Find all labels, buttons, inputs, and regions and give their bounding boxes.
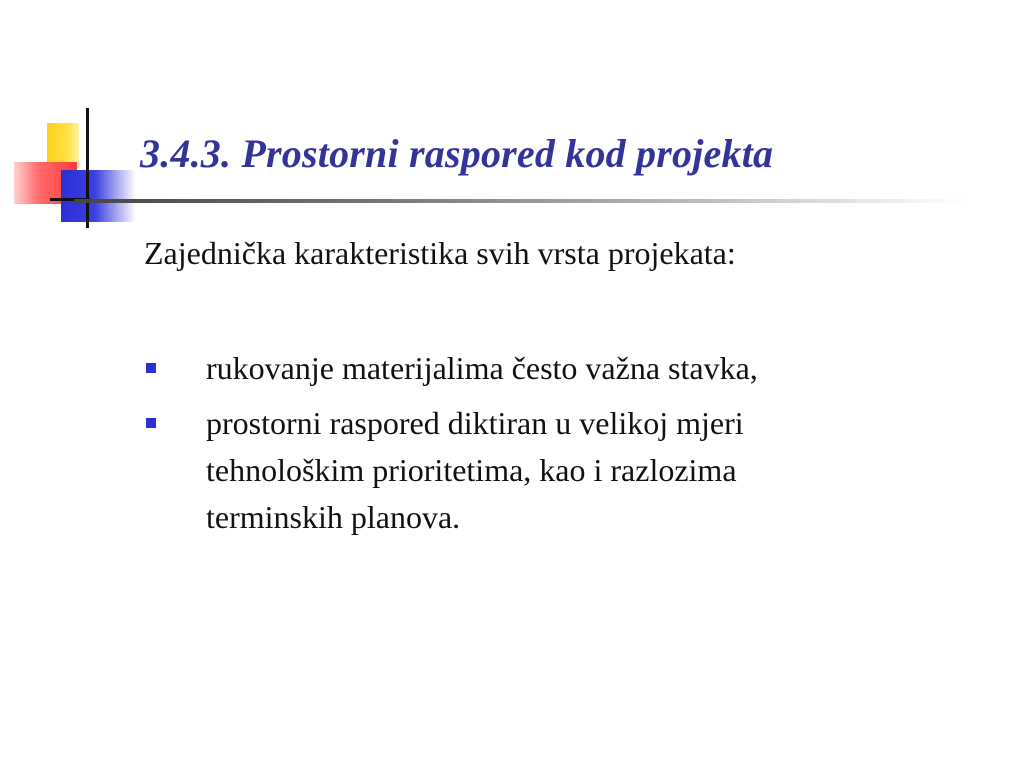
square-bullet-icon (146, 418, 156, 428)
slide-logo-decoration (0, 0, 140, 240)
bullet-text-line: tehnološkim prioritetima, kao i razlozima (206, 452, 737, 488)
slide-title: 3.4.3. Prostorni raspored kod projekta (140, 131, 774, 176)
vertical-line-shape (86, 108, 89, 228)
bullet-list (144, 345, 946, 549)
blue-square-shape (61, 170, 136, 222)
bullet-item (144, 400, 946, 541)
bullet-text-line: rukovanje materijalima često važna stavka, (206, 350, 758, 386)
intro-text: Zajednička karakteristika svih vrsta projekata: (144, 235, 736, 271)
title-underline (74, 199, 964, 203)
bullet-text-line: prostorni raspored diktiran u velikoj mjeri (206, 405, 744, 441)
square-bullet-icon (146, 363, 156, 373)
bullet-text-line: terminskih planova. (206, 499, 461, 535)
bullet-item (144, 345, 946, 392)
